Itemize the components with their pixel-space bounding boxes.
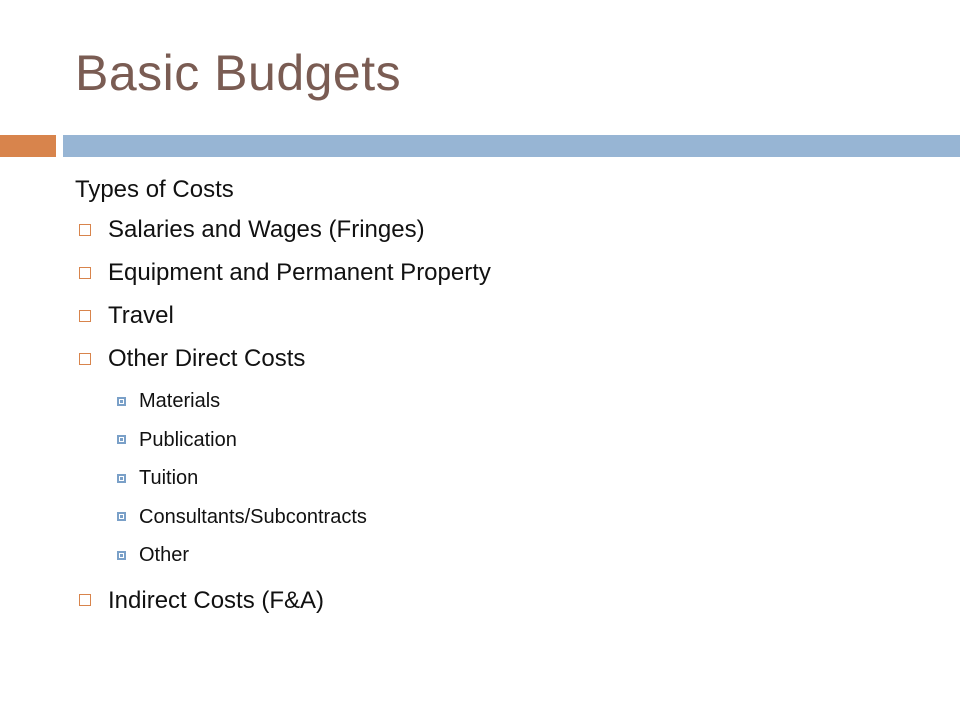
sublist-container <box>75 382 935 575</box>
sublist-item <box>75 421 935 460</box>
list-item-label: Indirect Costs (F&A) <box>108 586 325 614</box>
filled-square-bullet-icon <box>117 551 126 560</box>
filled-square-bullet-icon <box>117 512 126 521</box>
square-bullet-icon <box>79 353 91 365</box>
list-item <box>75 579 935 622</box>
list-item <box>75 294 935 337</box>
filled-square-bullet-icon <box>117 435 126 444</box>
sublist-item <box>75 459 935 498</box>
content-heading: Types of Costs <box>75 176 234 203</box>
list-item-label: Other Direct Costs <box>108 345 306 372</box>
sublist-item <box>75 382 935 421</box>
sublist-item-label: Publication <box>139 428 237 451</box>
square-bullet-icon <box>79 594 91 606</box>
square-bullet-icon <box>79 267 91 279</box>
sublist-item <box>75 536 935 575</box>
square-bullet-icon <box>79 224 91 236</box>
cost-list <box>75 208 935 622</box>
list-item-label: Equipment and Permanent Property <box>108 259 491 286</box>
filled-square-bullet-icon <box>117 397 126 406</box>
sublist-item <box>75 498 935 537</box>
sublist-item-label: Other <box>139 544 190 566</box>
slide-title: Basic Budgets <box>75 45 402 101</box>
list-item <box>75 251 935 294</box>
sublist-item-label: Materials <box>139 390 221 412</box>
square-bullet-icon <box>79 310 91 322</box>
header-bar <box>63 135 960 157</box>
list-item <box>75 337 935 380</box>
accent-bar <box>0 135 56 157</box>
list-item-label: Travel <box>108 302 174 329</box>
list-item-label: Salaries and Wages (Fringes) <box>108 216 425 243</box>
sublist <box>75 382 935 575</box>
filled-square-bullet-icon <box>117 474 126 483</box>
sublist-item-label: Tuition <box>139 467 199 489</box>
list-item <box>75 208 935 251</box>
sublist-item-label: Consultants/Subcontracts <box>139 505 367 528</box>
slide-content <box>75 172 935 622</box>
